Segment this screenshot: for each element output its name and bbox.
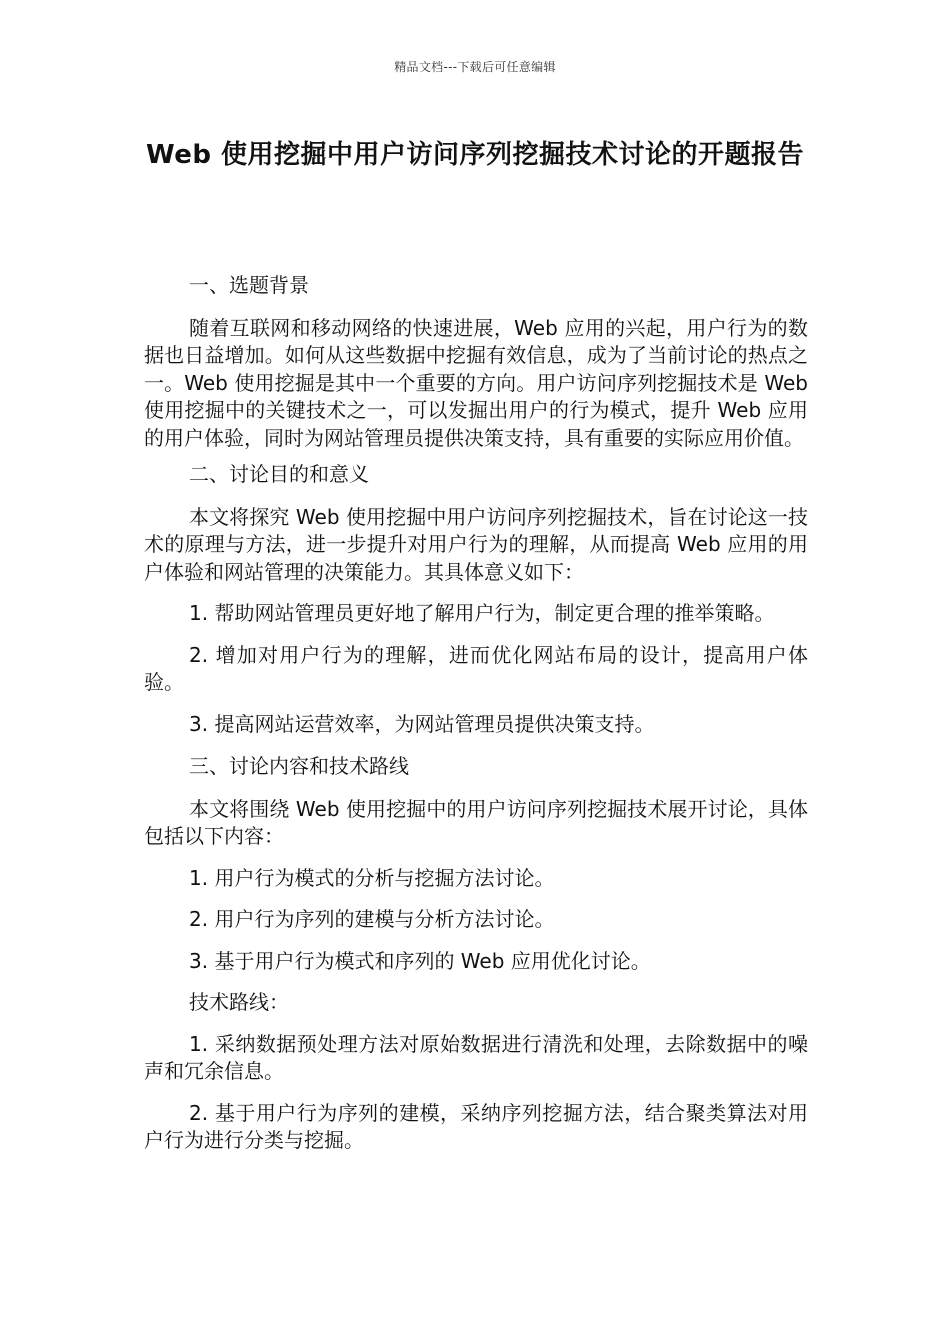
section-heading-background: 一、选题背景: [189, 273, 309, 297]
paragraph-background: 随着互联网和移动网络的快速进展，Web 应用的兴起，用户行为的数据也日益增加。如何从这些数据中挖掘有效信息，成为了当前讨论的热点之一。Web 使用挖掘是其中一个重要的方向。用户访问序列挖掘技术是 Web 使用挖掘中的关键技术之一，可以发掘出用户的行为模式，提升 Web 应用的用户体验，同时为网站管理员提供决策支持，具有重要的实际应用价值。: [144, 315, 808, 450]
section-heading-purpose: 二、讨论目的和意义: [189, 462, 369, 486]
document-title: Web 使用挖掘中用户访问序列挖掘技术讨论的开题报告: [145, 140, 805, 170]
list-item-purpose-3: 3. 提高网站运营效率，为网站管理员提供决策支持。: [189, 711, 655, 736]
list-item-purpose-2: 2. 增加对用户行为的理解，进而优化网站布局的设计，提高用户体验。: [144, 642, 808, 694]
technical-route-label: 技术路线：: [189, 990, 289, 1014]
list-item-route-2: 2. 基于用户行为序列的建模，采纳序列挖掘方法，结合聚类算法对用户行为进行分类与挖掘。: [144, 1100, 808, 1152]
section-heading-content: 三、讨论内容和技术路线: [189, 754, 409, 778]
list-item-content-3: 3. 基于用户行为模式和序列的 Web 应用优化讨论。: [189, 948, 651, 973]
paragraph-purpose: 本文将探究 Web 使用挖掘中用户访问序列挖掘技术，旨在讨论这一技术的原理与方法，进一步提升对用户行为的理解，从而提高 Web 应用的用户体验和网站管理的决策能力。其具体意义如下：: [144, 504, 808, 584]
list-item-content-2: 2. 用户行为序列的建模与分析方法讨论。: [189, 907, 555, 931]
list-item-content-1: 1. 用户行为模式的分析与挖掘方法讨论。: [189, 865, 555, 890]
list-item-purpose-1: 1. 帮助网站管理员更好地了解用户行为，制定更合理的推举策略。: [189, 601, 775, 625]
document-body: [144, 272, 808, 1169]
list-item-route-1: 1. 采纳数据预处理方法对原始数据进行清洗和处理，去除数据中的噪声和冗余信息。: [144, 1031, 808, 1083]
paragraph-content: 本文将围绕 Web 使用挖掘中的用户访问序列挖掘技术展开讨论，具体包括以下内容：: [144, 796, 808, 848]
page-header: 精品文档---下载后可任意编辑: [394, 60, 556, 74]
